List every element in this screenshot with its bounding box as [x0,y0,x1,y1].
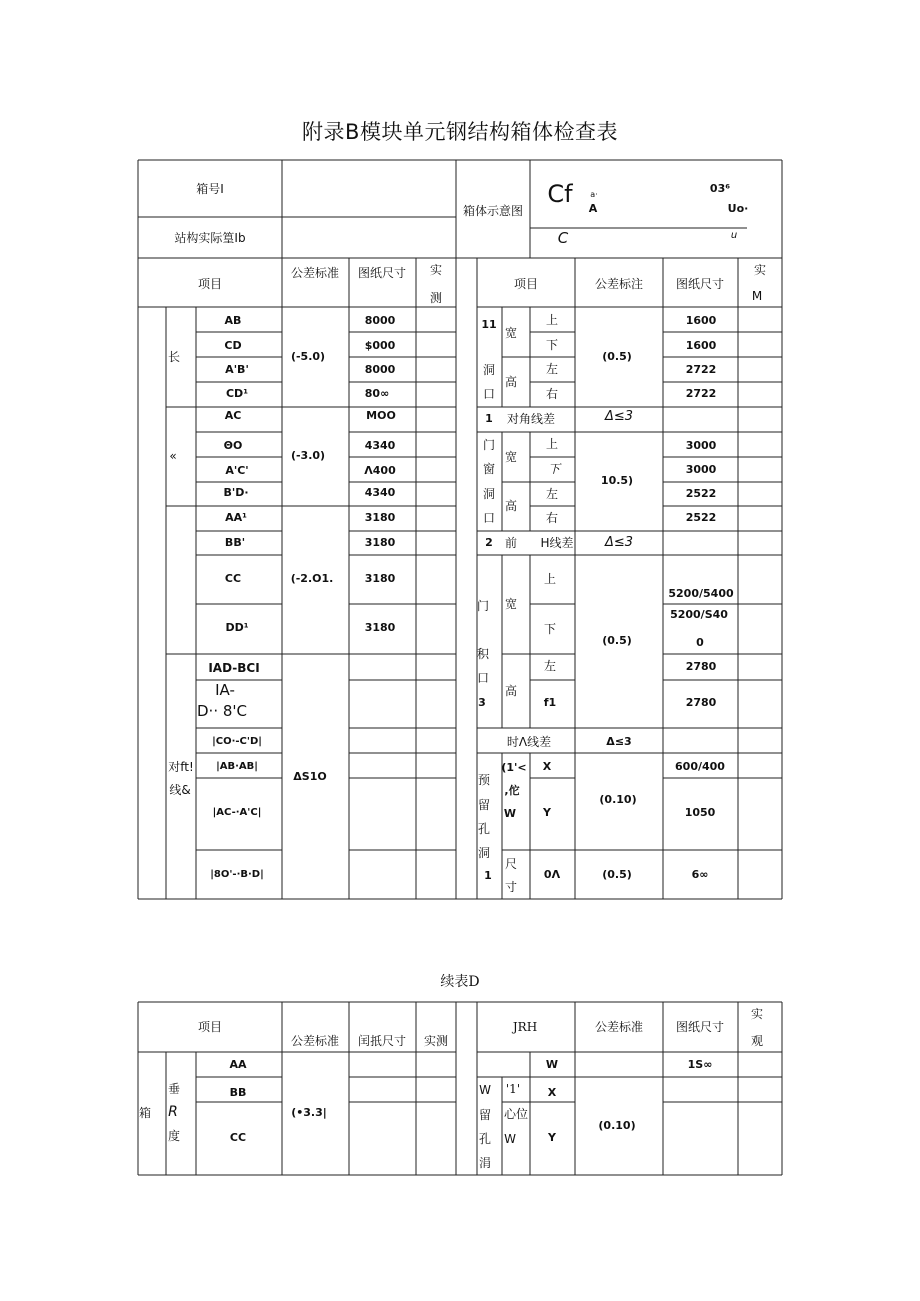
door3-char: 积 [476,647,490,661]
door-side: 右 [545,511,559,525]
header-item: 项目 [197,277,223,291]
table-row: |8O'-·B·D| [210,869,264,880]
t2-right-center-1: '1' [505,1082,521,1096]
diagram-small-a: a· [590,190,598,199]
table-row-size: 80∞ [364,387,390,400]
table-row-size: MOO [366,409,396,422]
continued-table-title: 续表D [440,974,480,990]
t2-right-tolerance: (0.10) [598,1119,636,1132]
door-char: 2 [485,536,493,549]
table-row: BB' [224,536,246,549]
door3-side: 上 [543,572,557,586]
width-label: « [169,449,177,463]
hole1-wide: 宽 [504,326,518,340]
box-number-label: 箱号I [196,182,224,196]
diagonal-tolerance: ΔS1O [293,770,327,783]
door-char: 口 [482,511,496,525]
table-row: |CO·-C'D| [212,736,262,747]
table-row: B'D· [223,486,249,499]
table-row: IAD-BCI [208,661,260,675]
hole1-size: 1600 [685,339,717,352]
reserved-center-1: (1'< [501,761,527,774]
hole1-tolerance: (0.5) [602,350,632,363]
door-size: 2522 [685,511,717,524]
door3-size: 2780 [685,696,717,709]
right-header-tolerance: 公差标注 [594,277,644,291]
table-row: A'B' [225,363,249,376]
door-diag-a: 前 [504,536,518,550]
hole1-high: 高 [504,375,518,389]
table-row: CC [224,572,242,585]
door-char: 门 [482,438,496,452]
reserved-size-2: 寸 [504,880,518,894]
hole1-diag-value: Δ≤3 [604,409,634,424]
diagram-letter-a: A [588,202,598,215]
reserved-char: 留 [477,798,491,812]
t2-box-label: 箱 [138,1106,152,1120]
diagram-letters-cf: Cf [547,180,573,208]
table-row: |AC-·A'C| [212,807,262,818]
table-row-size: 4340 [364,439,396,452]
width-tolerance: (-3.0) [290,449,326,462]
t2-tolerance: (•3.3| [291,1106,327,1119]
t2-right-header-item: JRH [512,1020,538,1034]
door3-char: 门 [476,599,490,613]
table-row-size: 3180 [364,511,396,524]
station-label: 站构实际篁Ib [174,231,246,245]
table-row-size: 3180 [364,621,396,634]
reserved-center-3: W [503,807,517,820]
door3-high: 高 [504,684,518,698]
reserved-size: 1050 [684,806,716,819]
table-row: IA- [215,681,235,699]
reserved-char: 孔 [477,822,491,836]
table-row: CD [224,339,242,352]
table-row: DD¹ [225,621,249,634]
reserved-char: 预 [477,773,491,787]
reserved-axis: X [542,760,552,773]
t2-header-tolerance: 公差标准 [290,1034,340,1048]
hole1-size: 2722 [685,363,717,376]
t2-right-char: 孔 [478,1132,492,1146]
table-row: AA¹ [225,511,247,524]
reserved-size-1: 尺 [504,857,518,871]
door-side: 下 [547,462,561,476]
door-high: 高 [504,499,518,513]
reserved-char: 洞 [477,846,491,860]
diagonal-label-1: 对ft! [168,760,194,774]
reserved-center-2: ,佗 [504,784,520,797]
t2-vertical-1: 垂 [167,1082,181,1096]
door-size: 2522 [685,487,717,500]
reserved-tolerance-xy: (0.10) [599,793,637,806]
t2-right-size: 1S∞ [687,1058,713,1071]
door-size: 3000 [685,463,717,476]
header-tolerance: 公差标准 [290,266,340,280]
diagram-number: 03⁶ [709,182,731,195]
door-char: 窗 [482,462,496,476]
right-header-actual-2: M [751,289,763,303]
door3-side: f1 [543,696,557,709]
t2-right-axis: Y [548,1131,556,1144]
door3-size: 2780 [685,660,717,673]
door3-wide: 宽 [504,597,518,611]
hole1-char: 1 [485,412,493,425]
door-size: 3000 [685,439,717,452]
table-row: AA [229,1058,247,1071]
t2-right-axis: W [545,1058,559,1071]
reserved-char: 1 [484,869,492,882]
table-row: ΘO [223,439,243,452]
t2-header-item: 项目 [197,1020,223,1034]
hole1-size: 2722 [685,387,717,400]
door3-side: 左 [543,659,557,673]
door3-size: 5200/5400 [668,587,734,600]
t2-right-char: W [479,1083,491,1097]
door3-size-cont: 0 [696,636,704,649]
t2-right-axis: X [547,1086,557,1099]
diagram-letter-u: u [730,230,738,241]
door3-diag-label: 时Λ线差 [506,735,552,749]
reserved-size: 6∞ [691,868,709,881]
door3-tolerance: (0.5) [602,634,632,647]
diagram-uo: Uo· [727,202,749,215]
t2-right-center-2: 心位 [503,1107,529,1121]
header-actual-1: 实 [429,263,443,277]
table-row: A'C' [225,464,249,477]
door3-char: 3 [478,696,486,709]
table-row: BB [229,1086,247,1099]
table-row-size: Λ400 [364,464,396,477]
door-side: 左 [545,487,559,501]
t2-right-header-drawing: 图纸尺寸 [675,1020,725,1034]
document-title: 附录B模块单元钢结构箱体检查表 [302,120,618,144]
t2-right-char: 涓 [478,1156,492,1170]
table-row: AC [224,409,242,422]
table-row-size: 3180 [364,536,396,549]
right-header-drawing-size: 图纸尺寸 [675,277,725,291]
table-row-cont: D·· 8'C [197,702,247,720]
right-header-actual-1: 实 [753,263,767,277]
hole1-side: 右 [545,387,559,401]
table-row-size: $000 [364,339,396,352]
table-row: CC [229,1131,247,1144]
reserved-axis: 0Λ [543,868,561,881]
hole1-char: 洞 [482,363,496,377]
t2-right-header-actual-1: 实 [750,1007,764,1021]
door3-diag-value: Δ≤3 [606,735,632,748]
right-header-item: 项目 [513,277,539,291]
hole1-size: 1600 [685,314,717,327]
length-label: 长 [167,350,181,364]
table-row-size: 3180 [364,572,396,585]
door-side: 上 [545,437,559,451]
t2-header-drawing: 闰扺尺寸 [357,1034,407,1048]
table-row-size: 8000 [364,363,396,376]
door-diag-value: Δ≤3 [604,535,634,550]
height-tolerance: (-2.O1. [290,572,334,585]
hole1-char: 口 [482,387,496,401]
header-actual-2: 测 [429,291,443,305]
hole1-side: 左 [545,362,559,376]
t2-right-char: 留 [478,1108,492,1122]
door-tolerance: 10.5) [600,474,634,487]
length-tolerance: (-5.0) [290,350,326,363]
door3-char: 口 [476,671,490,685]
hole1-char: 11 [481,318,497,331]
t2-vertical-2: R [168,1104,178,1120]
t2-header-actual: 实测 [423,1034,449,1048]
hole1-side: 下 [545,338,559,352]
table-row: |AB·AB| [216,761,258,772]
door3-side: 下 [543,622,557,636]
header-drawing-size: 图纸尺寸 [357,266,407,280]
hole1-side: 上 [545,313,559,327]
table-row-size: 8000 [364,314,396,327]
t2-right-center-3: W [504,1132,516,1146]
reserved-axis: Y [543,806,551,819]
diagram-label: 箱体示意图 [462,204,524,218]
diagram-letter-c: C [557,229,569,247]
table-row: CD¹ [225,387,249,400]
diagonal-label-2: 线& [169,783,191,797]
t2-vertical-3: 度 [167,1129,181,1143]
reserved-size: 600/400 [675,760,725,773]
t2-right-header-actual-2: 观 [750,1034,764,1048]
table-row: AB [224,314,242,327]
table-row-size: 4340 [364,486,396,499]
reserved-tolerance-size: (0.5) [602,868,632,881]
t2-right-header-tolerance: 公差标准 [594,1020,644,1034]
hole1-diag-label: 对角线差 [506,412,556,426]
door-char: 洞 [482,487,496,501]
door-diag-b: H线差 [540,536,574,550]
door-wide: 宽 [504,450,518,464]
door3-size: 5200/S40 [670,608,728,621]
